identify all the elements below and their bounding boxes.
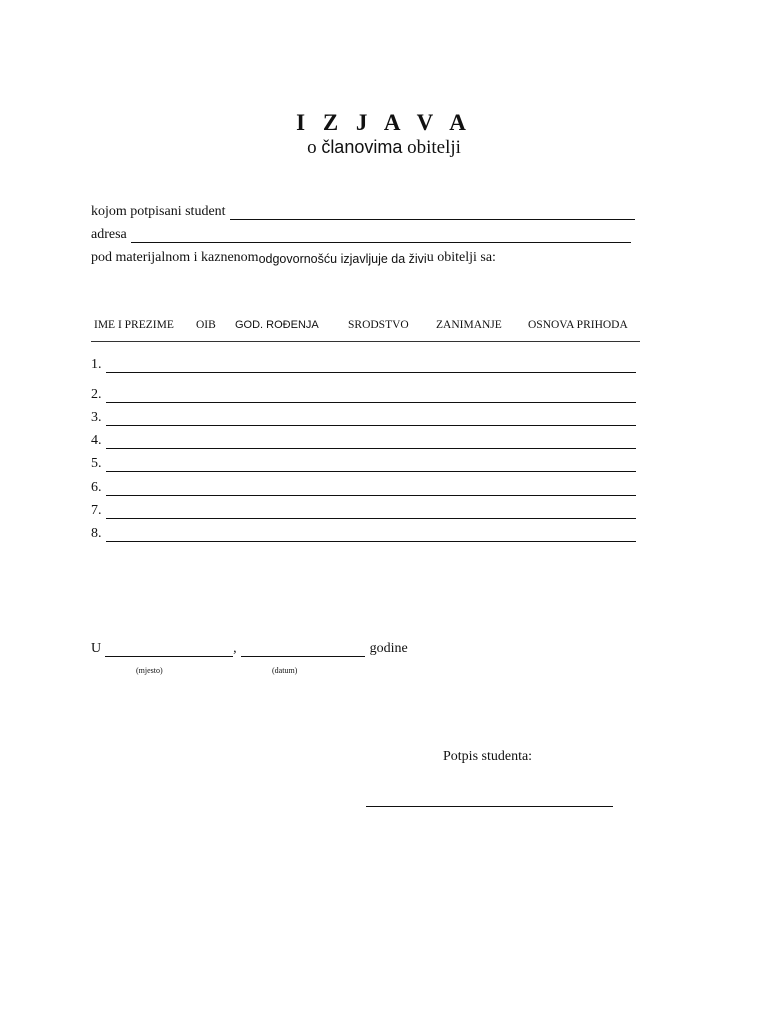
- row-entry-field[interactable]: [106, 504, 636, 519]
- row-entry-field[interactable]: [106, 527, 636, 542]
- date-hint: (datum): [272, 666, 298, 675]
- row-number: 6.: [91, 480, 102, 495]
- student-label: kojom potpisani student: [91, 204, 226, 219]
- column-header-relation: SRODSTVO: [348, 319, 409, 331]
- column-header-oib: OIB: [196, 319, 216, 331]
- family-member-row-8: [91, 526, 636, 542]
- row-entry-field[interactable]: [106, 388, 636, 403]
- column-header-income-basis: OSNOVA PRIHODA: [528, 319, 628, 331]
- family-member-row-3: [91, 410, 636, 426]
- date-field[interactable]: [241, 642, 365, 657]
- year-word: godine: [369, 641, 408, 656]
- row-number: 3.: [91, 410, 102, 425]
- address-label: adresa: [91, 227, 127, 242]
- family-member-row-7: [91, 503, 636, 519]
- row-entry-field[interactable]: [106, 457, 636, 472]
- column-header-name: IME I PREZIME: [94, 319, 174, 331]
- subtitle-part-1: o: [307, 137, 322, 158]
- statement-part-3: u obitelji sa:: [426, 250, 496, 265]
- statement-line: [91, 250, 496, 266]
- family-member-row-6: [91, 480, 636, 496]
- statement-part-1: pod materijalnom i kaznenom: [91, 250, 259, 265]
- signature-label: Potpis studenta:: [443, 749, 533, 764]
- row-number: 4.: [91, 433, 102, 448]
- family-member-row-2: [91, 387, 636, 403]
- statement-part-2: odgovornošću izjavljuje da živi: [258, 252, 427, 266]
- document-title: I Z J A V A: [296, 110, 472, 135]
- table-header-divider: [91, 341, 640, 342]
- family-member-row-1: [91, 357, 636, 373]
- row-number: 2.: [91, 387, 102, 402]
- signature-field[interactable]: [366, 806, 613, 807]
- family-member-row-5: [91, 456, 636, 472]
- student-line: [91, 204, 635, 220]
- row-entry-field[interactable]: [106, 434, 636, 449]
- place-hint: (mjesto): [136, 666, 163, 675]
- subtitle-part-3: obitelji: [402, 137, 461, 158]
- row-number: 5.: [91, 456, 102, 471]
- student-name-field[interactable]: [230, 205, 635, 220]
- document-subtitle: [0, 137, 768, 159]
- address-field[interactable]: [131, 228, 631, 243]
- row-number: 1.: [91, 357, 102, 372]
- row-entry-field[interactable]: [106, 411, 636, 426]
- row-entry-field[interactable]: [106, 358, 636, 373]
- family-member-row-4: [91, 433, 636, 449]
- subtitle-part-2: članovima: [321, 137, 403, 157]
- row-entry-field[interactable]: [106, 481, 636, 496]
- column-header-birth-year: GOD. ROĐENJA: [235, 319, 319, 331]
- row-number: 8.: [91, 526, 102, 541]
- row-number: 7.: [91, 503, 102, 518]
- address-line: [91, 227, 631, 243]
- place-prefix: U: [91, 641, 102, 656]
- place-date-separator: ,: [233, 641, 237, 656]
- column-header-occupation: ZANIMANJE: [436, 319, 502, 331]
- place-field[interactable]: [105, 642, 233, 657]
- place-date-line: [91, 641, 408, 657]
